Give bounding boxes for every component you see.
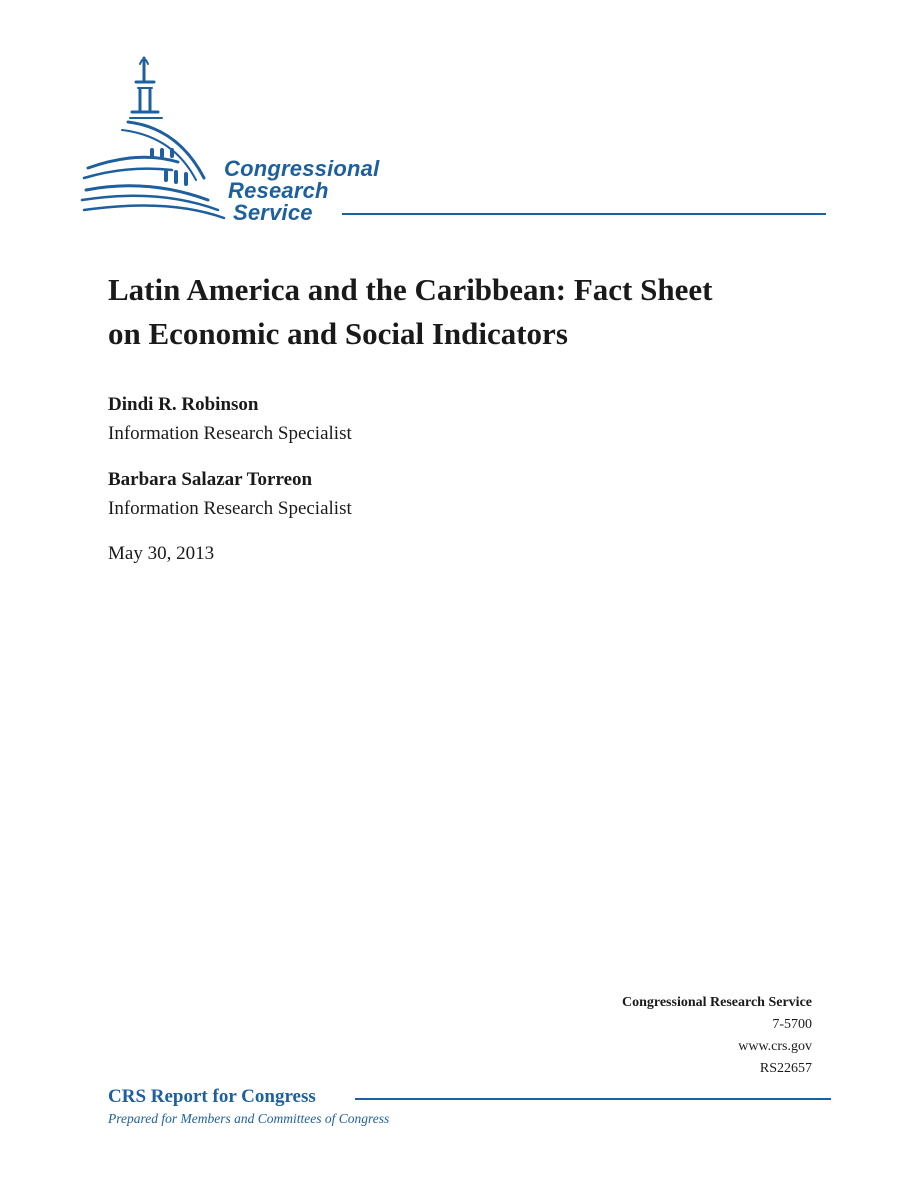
crs-info-block [622, 992, 812, 1080]
crs-org-name: Congressional Research Service [621, 995, 812, 1010]
title-line-2: on Economic and Social Indicators [108, 316, 568, 351]
footer-divider [355, 1098, 831, 1100]
author-role: Information Research Specialist [108, 423, 352, 444]
logo-text-congressional: Congressional [224, 156, 380, 181]
crs-website-link[interactable]: www.crs.gov [738, 1039, 812, 1054]
author-name: Barbara Salazar Torreon [108, 469, 313, 490]
title-line-1: Latin America and the Caribbean: Fact Sheet [108, 272, 713, 307]
footer-subtitle: Prepared for Members and Committees of Congress [108, 1111, 390, 1126]
logo-text-research: Research [228, 178, 329, 203]
author-name: Dindi R. Robinson [108, 394, 259, 415]
crs-code: 7-5700 [772, 1017, 812, 1032]
logo-text-service: Service [233, 200, 313, 225]
capitol-dome-icon [78, 50, 228, 225]
author-role: Information Research Specialist [108, 498, 352, 519]
crs-logo [78, 50, 830, 230]
report-date: May 30, 2013 [108, 543, 215, 564]
logo-divider [342, 213, 826, 215]
footer-title: CRS Report for Congress [108, 1086, 316, 1107]
report-title [108, 268, 828, 356]
report-number: RS22657 [759, 1061, 812, 1076]
